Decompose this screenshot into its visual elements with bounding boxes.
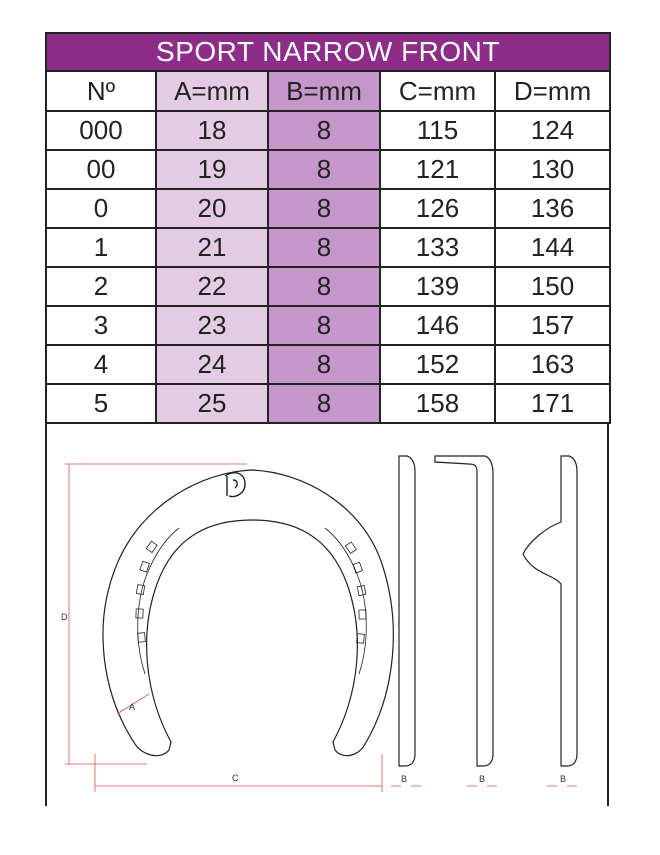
- dim-label-c: C: [232, 773, 239, 783]
- cell-c: 126: [380, 189, 495, 228]
- cell-d: 157: [495, 306, 610, 345]
- cell-d: 136: [495, 189, 610, 228]
- cell-b: 8: [268, 228, 380, 267]
- header-b: B=mm: [268, 71, 380, 111]
- spec-sheet: [45, 32, 609, 806]
- cell-d: 171: [495, 384, 610, 423]
- cell-d: 144: [495, 228, 610, 267]
- table-title: SPORT NARROW FRONT: [46, 33, 610, 71]
- technical-drawing: [45, 424, 609, 806]
- dim-label-b3: B: [560, 774, 567, 784]
- cell-number: 000: [46, 111, 156, 150]
- cell-a: 21: [156, 228, 268, 267]
- cell-number: 4: [46, 345, 156, 384]
- header-a: A=mm: [156, 71, 268, 111]
- table-row: [46, 150, 610, 189]
- cell-c: 115: [380, 111, 495, 150]
- header-number: Nº: [46, 71, 156, 111]
- title-row: [46, 33, 610, 71]
- table-row: [46, 345, 610, 384]
- cell-number: 2: [46, 267, 156, 306]
- drawing-svg: [47, 424, 607, 806]
- side-profile-1: [399, 456, 415, 766]
- horseshoe-top-view: [103, 470, 393, 756]
- header-c: C=mm: [380, 71, 495, 111]
- cell-a: 18: [156, 111, 268, 150]
- cell-a: 24: [156, 345, 268, 384]
- cell-d: 163: [495, 345, 610, 384]
- cell-b: 8: [268, 150, 380, 189]
- table-row: [46, 189, 610, 228]
- cell-d: 130: [495, 150, 610, 189]
- brand-logo-icon: [225, 473, 245, 497]
- cell-a: 23: [156, 306, 268, 345]
- cell-b: 8: [268, 345, 380, 384]
- table-row: [46, 306, 610, 345]
- cell-number: 3: [46, 306, 156, 345]
- dim-label-a: A: [129, 702, 136, 712]
- size-table: [45, 32, 611, 424]
- table-body: [46, 111, 610, 423]
- cell-d: 150: [495, 267, 610, 306]
- cell-a: 22: [156, 267, 268, 306]
- cell-b: 8: [268, 384, 380, 423]
- cell-a: 19: [156, 150, 268, 189]
- side-profile-3: [523, 456, 577, 766]
- table-row: [46, 384, 610, 423]
- table-row: [46, 228, 610, 267]
- cell-c: 121: [380, 150, 495, 189]
- cell-number: 5: [46, 384, 156, 423]
- dimension-lines: [65, 464, 577, 792]
- cell-a: 25: [156, 384, 268, 423]
- table-row: [46, 111, 610, 150]
- dim-label-b2: B: [479, 774, 486, 784]
- dim-label-b1: B: [401, 774, 408, 784]
- cell-b: 8: [268, 189, 380, 228]
- cell-number: 00: [46, 150, 156, 189]
- cell-number: 0: [46, 189, 156, 228]
- cell-c: 139: [380, 267, 495, 306]
- cell-b: 8: [268, 306, 380, 345]
- cell-number: 1: [46, 228, 156, 267]
- header-row: [46, 71, 610, 111]
- cell-c: 152: [380, 345, 495, 384]
- cell-c: 146: [380, 306, 495, 345]
- cell-a: 20: [156, 189, 268, 228]
- cell-c: 133: [380, 228, 495, 267]
- table-row: [46, 267, 610, 306]
- side-profile-2: [435, 456, 493, 766]
- cell-b: 8: [268, 111, 380, 150]
- cell-d: 124: [495, 111, 610, 150]
- cell-c: 158: [380, 384, 495, 423]
- dim-label-d: D: [61, 612, 68, 622]
- cell-b: 8: [268, 267, 380, 306]
- header-d: D=mm: [495, 71, 610, 111]
